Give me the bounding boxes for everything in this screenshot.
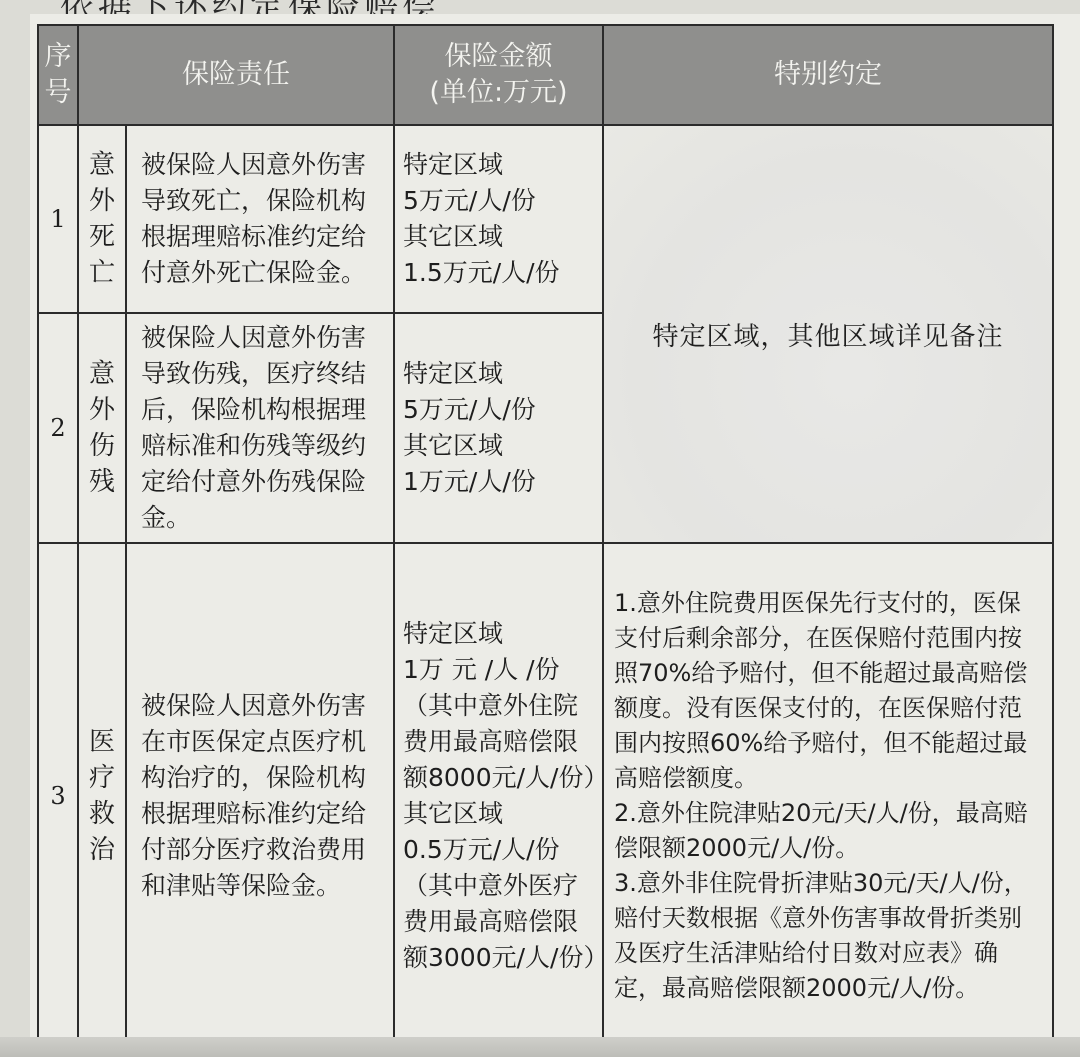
row-description: 被保险人因意外伤害导致伤残，医疗终结后，保险机构根据理赔标准和伤残等级约定给付意外伤残保险金。	[126, 313, 394, 543]
special-note-row-3	[603, 543, 1053, 1049]
special-item-3: 3.意外非住院骨折津贴30元/天/人/份，赔付天数根据《意外伤害事故骨折类别及医疗生活津贴给付日数对应表》确定，最高赔偿限额2000元/人/份。	[614, 869, 1028, 1002]
special-item-1: 1.意外住院费用医保先行支付的，医保支付后剩余部分，在医保赔付范围内按照70%给予赔付，但不能超过最高赔偿额度。没有医保支付的，在医保赔付范围内按照60%给予赔付，但不能超过最高赔偿额度。	[614, 589, 1028, 792]
special-item-2: 2.意外住院津贴20元/天/人/份，最高赔偿限额2000元/人/份。	[614, 799, 1028, 862]
header-liability: 保险责任	[78, 25, 394, 125]
special-note-rows-1-2: 特定区域，其他区域详见备注	[603, 125, 1053, 543]
row-amount: 特定区域 5万元/人/份 其它区域 1.5万元/人/份	[394, 125, 603, 313]
row-amount: 特定区域 1万 元 /人 /份 （其中意外住院费用最高赔偿限额8000元/人/份） 其它区域 0.5万元/人/份 （其中意外医疗费用最高赔偿限额3000元/人/份）	[394, 543, 603, 1049]
header-amount-line2: (单位:万元)	[429, 77, 568, 108]
row-description: 被保险人因意外伤害在市医保定点医疗机构治疗的，保险机构根据理赔标准约定给付部分医疗救治费用和津贴等保险金。	[126, 543, 394, 1049]
row-seq: 2	[38, 313, 78, 543]
row-seq: 3	[38, 543, 78, 1049]
row-seq: 1	[38, 125, 78, 313]
table-header-row	[38, 25, 1053, 125]
row-name: 意 外 死 亡	[78, 125, 126, 313]
row-description: 被保险人因意外伤害导致死亡，保险机构根据理赔标准约定给付意外死亡保险金。	[126, 125, 394, 313]
page-bottom-shadow	[0, 1037, 1080, 1057]
header-seq: 序号	[38, 25, 78, 125]
header-amount	[394, 25, 603, 125]
insurance-table	[37, 24, 1054, 1050]
row-name: 医 疗 救 治	[78, 543, 126, 1049]
row-name: 意 外 伤 残	[78, 313, 126, 543]
header-special: 特别约定	[603, 25, 1053, 125]
row-amount: 特定区域 5万元/人/份 其它区域 1万元/人/份	[394, 313, 603, 543]
header-amount-line1: 保险金额	[444, 41, 553, 72]
table-row	[38, 543, 1053, 1049]
table-row	[38, 125, 1053, 313]
